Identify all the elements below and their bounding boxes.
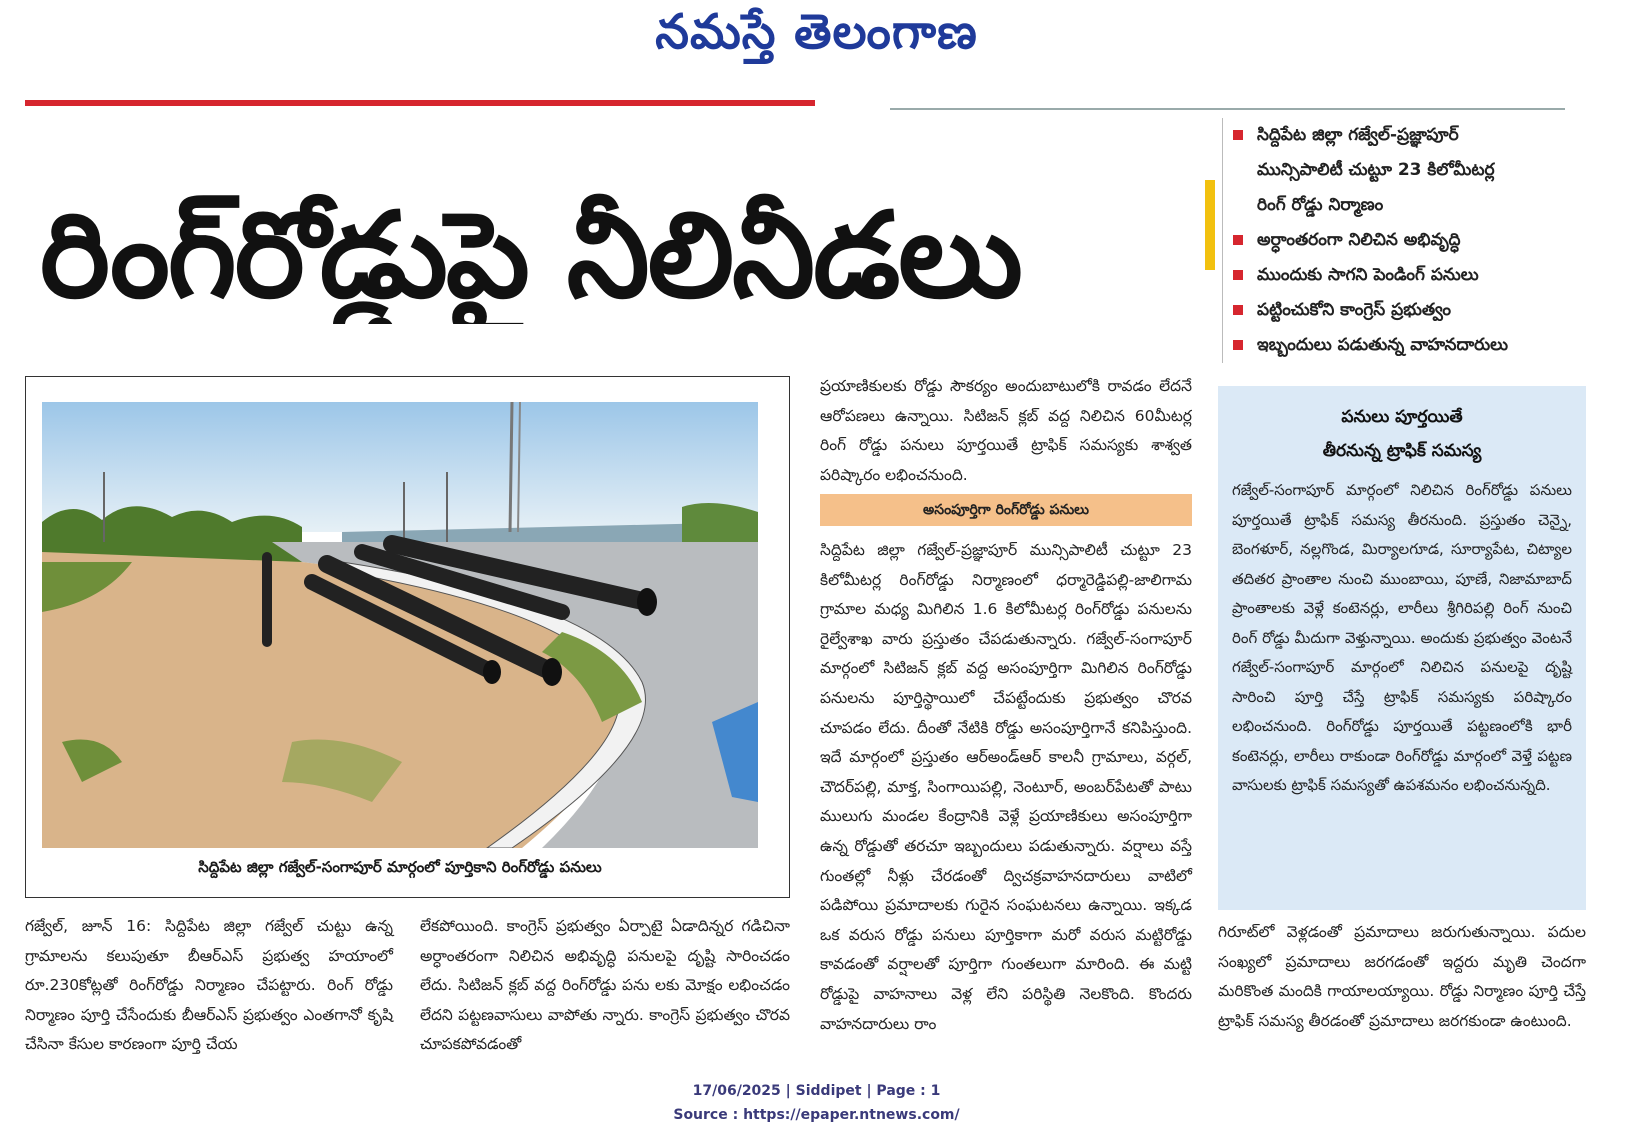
highlight-item-continued: రింగ్ రోడ్డు నిర్మాణం [1257, 195, 1384, 215]
article-paragraph: లేకపోయింది. కాంగ్రెస్ ప్రభుత్వం ఏర్పాటై ఏడాదిన్నర గడిచినా అర్ధాంతరంగా నిలిచిన అభివృద్ధి పనులపై దృష్టి సారించడం లేదు. సిటిజన్ క్లబ్ వద్ద రింగ్‌రోడ్డు పను లకు మోక్షం లభించడం లేదని పట్టణవాసులు వాపోతు న్నారు. కాంగ్రెస్ ప్రభుత్వం చొరవ చూపకపోవడంతో [420, 917, 790, 1054]
bullet-square-icon [1233, 270, 1243, 280]
section-subheading: అసంపూర్తిగా రింగ్‌రోడ్డు పనులు [820, 494, 1192, 526]
sidebar-box-title [1218, 400, 1586, 468]
highlight-item: సిద్దిపేట జిల్లా గజ్వేల్-ప్రజ్ఞాపూర్ [1231, 118, 1601, 153]
bullet-square-icon [1233, 235, 1243, 245]
footer-source: Source : https://epaper.ntnews.com/ [673, 1107, 960, 1123]
highlight-item: అర్ధాంతరంగా నిలిచిన అభివృద్ధి [1231, 223, 1601, 258]
highlight-item: ముందుకు సాగని పెండింగ్ పనులు [1231, 258, 1601, 293]
newspaper-masthead: నమస్తే తెలంగాణ [655, 4, 978, 60]
ring-road-photo-illustration [42, 402, 758, 848]
sidebar-box-body [1232, 476, 1572, 801]
highlight-accent-bar [1205, 180, 1215, 270]
masthead-red-rule [25, 100, 815, 106]
bullet-square-icon [1233, 130, 1243, 140]
highlights-list [1222, 118, 1601, 363]
sidebar-box-title-line: తీరనున్న ట్రాఫిక్ సమస్య [1322, 441, 1482, 461]
article-column-right-bottom [1218, 918, 1586, 1036]
article-paragraph: గజ్వేల్, జూన్ 16: సిద్దిపేట జిల్లా గజ్వేల్ చుట్టు ఉన్న గ్రామాలను కలుపుతూ బీఆర్ఎస్ ప్రభుత్వ హయాంలో రూ.230కోట్లతో రింగ్‌రోడ్డు నిర్మాణం చేపట్టారు. రింగ్ రోడ్డు నిర్మాణం పూర్తి చేసేందుకు బీఆర్ఎస్ ప్రభుత్వం ఎంతగానో కృషి చేసినా కేసుల కారణంగా పూర్తి చేయ [25, 917, 393, 1054]
article-paragraph: గజ్వేల్-సంగాపూర్ మార్గంలో నిలిచిన రింగ్‌రోడ్డు పనులు పూర్తయితే ట్రాఫిక్ సమస్య తీరనుంది. ప్రస్తుతం చెన్నై, బెంగళూర్, నల్లగొండ, మిర్యాలగూడ, సూర్యాపేట, చిట్యాల తదితర ప్రాంతాల నుంచి ముంబాయి, పూణే, నిజామాబాద్ ప్రాంతాలకు వెళ్లే కంటెనర్లు, లారీలు శ్రీగిరిపల్లి రింగ్ నుంచి రింగ్ రోడ్డు మీదుగా వెళ్తున్నాయి. అందుకు ప్రభుత్వం వెంటనే గజ్వేల్-సంగాపూర్ మార్గంలో నిలిచిన పనులపై దృష్టి సారించి పూర్తి చేస్తే ట్రాఫిక్ సమస్యకు పరిష్కారం లభించనుంది. రింగ్‌రోడ్డు పూర్తయితే పట్టణంలోకి భారీ కంటెనర్లు, లారీలు రాకుండా రింగ్‌రోడ్డు మార్గంలో వెళ్తే పట్టణ వాసులకు ట్రాఫిక్ సమస్యతో ఉపశమనం లభించనున్నది. [1232, 481, 1572, 794]
highlight-item-continued: మున్సిపాలిటీ చుట్టూ 23 కిలోమీటర్ల [1257, 160, 1495, 180]
article-column-center-main [820, 536, 1192, 1039]
bullet-square-icon [1233, 305, 1243, 315]
bullet-square-icon [1233, 340, 1243, 350]
article-column-middle [420, 912, 790, 1060]
article-column-left [25, 912, 393, 1060]
photo-caption: సిద్దిపేట జిల్లా గజ్వేల్-సంగాపూర్ మార్గంలో పూర్తికాని రింగ్‌రోడ్డు పనులు [198, 858, 602, 876]
article-column-center-top [820, 372, 1192, 490]
highlight-item: ఇబ్బందులు పడుతున్న వాహనదారులు [1231, 328, 1601, 363]
ring-road-photo [42, 402, 758, 848]
footer-date-edition: 17/06/2025 | Siddipet | Page : 1 [692, 1083, 941, 1099]
headline: రింగ్‌రోడ్డుపై నీలినీడలు [40, 188, 1021, 324]
article-paragraph: సిద్దిపేట జిల్లా గజ్వేల్-ప్రజ్ఞాపూర్ మున్సిపాలిటీ చుట్టూ 23 కిలోమీటర్ల రింగ్‌రోడ్డు నిర్మాణంలో ధర్మారెడ్డిపల్లి-జాలిగామ గ్రామాల మధ్య మిగిలిన 1.6 కిలోమీటర్ల రింగ్‌రోడ్డు పనులను రైల్వేశాఖ వారు ప్రస్తుతం చేపడుతున్నారు. గజ్వేల్-సంగాపూర్ మార్గంలో సిటిజన్ క్లబ్ వద్ద అసంపూర్తిగా మిగిలిన రింగ్‌రోడ్డు పనులను పూర్తిస్థాయిలో చేపట్టేందుకు ప్రభుత్వం చొరవ చూపడం లేదు. దీంతో నేటికి రోడ్డు అసంపూర్తిగానే కనిపిస్తుంది. ఇదే మార్గంలో ప్రస్తుతం ఆర్అండ్ఆర్ కాలనీ గ్రామాలు, వర్గల్, చౌదర్‌పల్లి, మాక్త, సింగాయిపల్లి, నెంటూర్, అంబర్‌పేటతో పాటు ములుగు మండల కేంద్రానికి వెళ్లే ప్రయాణికులు అసంపూర్తిగా ఉన్న రోడ్డుతో తరచూ ఇబ్బందులు పడుతున్నారు. వర్షాలు వస్తే గుంతల్లో నీళ్లు చేరడంతో ద్విచక్రవాహనదారులు వాటిలో పడిపోయి ప్రమాదాలకు గురైన సంఘటనలు ఉన్నాయి. ఇక్కడ ఒక వరుస రోడ్డు పనులు పూర్తికాగా మరో వరుస మట్టిరోడ్డు కావడంతో వర్షాలతో పూర్తిగా గుంతలుగా మారింది. ఈ మట్టి రోడ్డుపై వాహనాలు వెళ్ల లేని పరిస్థితి నెలకొంది. కొందరు వాహనదారులు రాం [820, 541, 1192, 1033]
page-footer [0, 1079, 1633, 1127]
highlight-item: పట్టించుకోని కాంగ్రెస్ ప్రభుత్వం [1231, 293, 1601, 328]
article-paragraph: ప్రయాణికులకు రోడ్డు సౌకర్యం అందుబాటులోకి రావడం లేదనే ఆరోపణలు ఉన్నాయి. సిటిజన్ క్లబ్ వద్ద నిలిచిన 60మీటర్ల రింగ్ రోడ్డు పనులు పూర్తయితే ట్రాఫిక్ సమస్యకు శాశ్వత పరిష్కారం లభించనుంది. [820, 377, 1192, 484]
masthead-thin-rule [890, 108, 1565, 110]
sidebar-box-title-line: పనులు పూర్తయితే [1341, 407, 1463, 427]
article-paragraph: గిరూట్‌లో వెళ్లడంతో ప్రమాదాలు జరుగుతున్నాయి. పదుల సంఖ్యలో ప్రమాదాలు జరగడంతో ఇద్దరు మృతి చెందగా మరికొంత మందికి గాయాలయ్యాయి. రోడ్డు నిర్మాణం పూర్తి చేస్తే ట్రాఫిక్ సమస్య తీరడంతో ప్రమాదాలు జరగకుండా ఉంటుంది. [1218, 923, 1586, 1030]
